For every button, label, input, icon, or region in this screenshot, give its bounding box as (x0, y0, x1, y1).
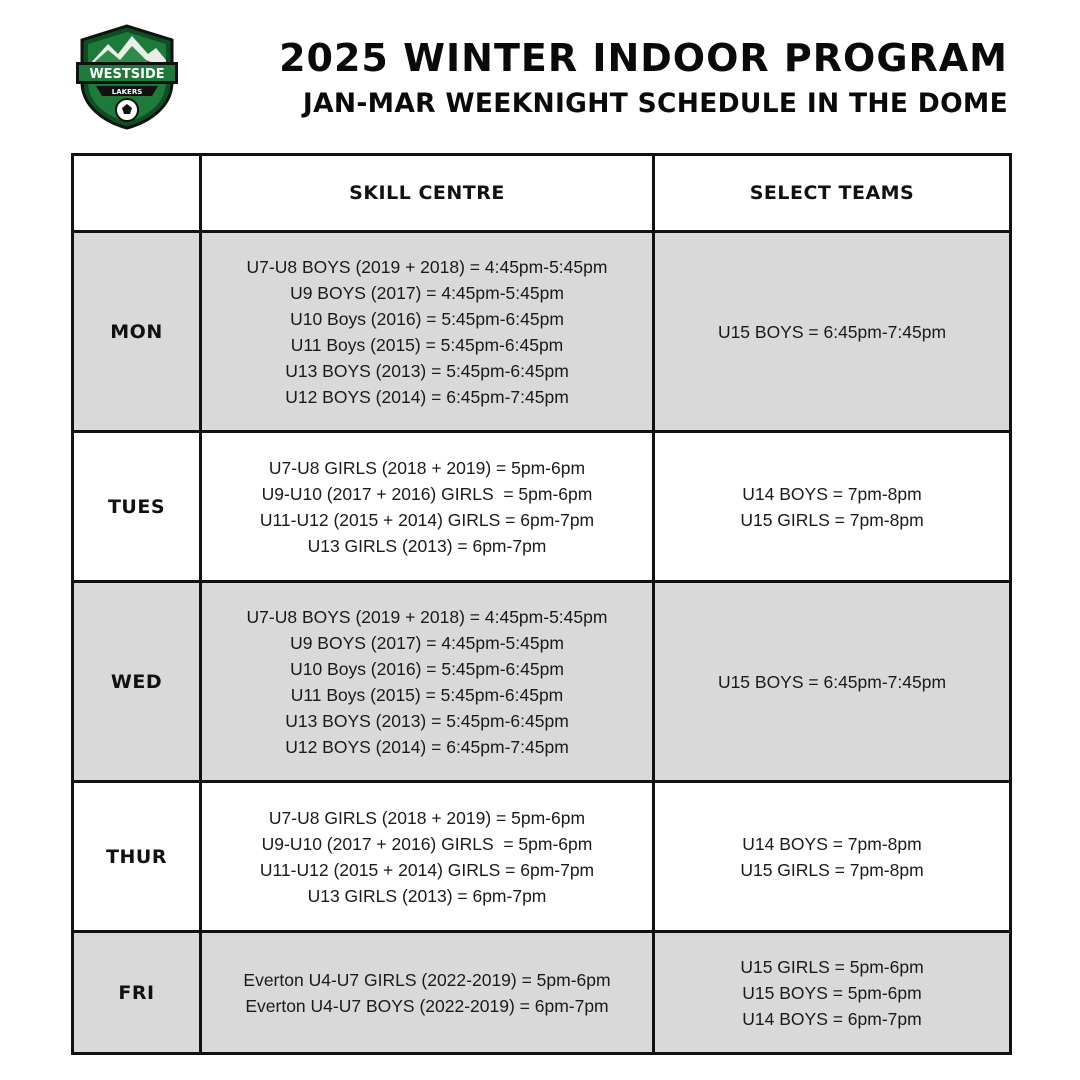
table-row (73, 582, 1011, 782)
select-line: U15 BOYS = 5pm-6pm (742, 982, 922, 1003)
skill-line: U13 GIRLS (2013) = 6pm-7pm (307, 885, 547, 906)
page-subtitle: JAN-MAR WEEKNIGHT SCHEDULE IN THE DOME (302, 88, 1008, 119)
day-cell: MON (73, 232, 201, 432)
header-day (73, 155, 201, 232)
table-row (73, 232, 1011, 432)
skill-line: U7-U8 BOYS (2019 + 2018) = 4:45pm-5:45pm (246, 256, 608, 277)
day-cell: THUR (73, 782, 201, 932)
skill-cell (201, 432, 654, 582)
skill-line: U9 BOYS (2017) = 4:45pm-5:45pm (290, 632, 564, 653)
select-line: U14 BOYS = 7pm-8pm (742, 483, 922, 504)
logo-text-top: WESTSIDE (89, 67, 165, 82)
select-cell (654, 232, 1011, 432)
skill-line: U11 Boys (2015) = 5:45pm-6:45pm (290, 684, 564, 705)
skill-line: U11-U12 (2015 + 2014) GIRLS = 6pm-7pm (259, 509, 595, 530)
skill-cell (201, 932, 654, 1054)
shield-crest-icon (76, 24, 178, 130)
skill-cell (201, 232, 654, 432)
skill-line: U13 BOYS (2013) = 5:45pm-6:45pm (285, 360, 569, 381)
select-cell (654, 432, 1011, 582)
schedule-table (71, 153, 1012, 1055)
skill-line: U9-U10 (2017 + 2016) GIRLS = 5pm-6pm (261, 483, 593, 504)
skill-line: U11 Boys (2015) = 5:45pm-6:45pm (290, 334, 564, 355)
skill-line: U7-U8 GIRLS (2018 + 2019) = 5pm-6pm (268, 457, 586, 478)
logo-text-bottom: LAKERS (111, 88, 143, 96)
select-line: U15 BOYS = 6:45pm-7:45pm (717, 671, 947, 692)
skill-line: U9 BOYS (2017) = 4:45pm-5:45pm (290, 282, 564, 303)
day-cell: TUES (73, 432, 201, 582)
table-row (73, 932, 1011, 1054)
select-line: U14 BOYS = 6pm-7pm (742, 1008, 922, 1029)
header-skill-centre: SKILL CENTRE (201, 155, 654, 232)
table-row (73, 432, 1011, 582)
skill-line: U12 BOYS (2014) = 6:45pm-7:45pm (285, 736, 569, 757)
skill-line: U12 BOYS (2014) = 6:45pm-7:45pm (285, 386, 569, 407)
skill-line: U7-U8 BOYS (2019 + 2018) = 4:45pm-5:45pm (246, 606, 608, 627)
skill-line: U13 BOYS (2013) = 5:45pm-6:45pm (285, 710, 569, 731)
skill-line: U9-U10 (2017 + 2016) GIRLS = 5pm-6pm (261, 833, 593, 854)
westside-lakers-logo (76, 24, 178, 130)
select-cell (654, 782, 1011, 932)
skill-line: U7-U8 GIRLS (2018 + 2019) = 5pm-6pm (268, 807, 586, 828)
skill-cell (201, 782, 654, 932)
select-line: U14 BOYS = 7pm-8pm (742, 833, 922, 854)
select-cell (654, 932, 1011, 1054)
day-cell: FRI (73, 932, 201, 1054)
table-header-row (73, 155, 1011, 232)
select-line: U15 GIRLS = 5pm-6pm (740, 956, 924, 977)
skill-line: U13 GIRLS (2013) = 6pm-7pm (307, 535, 547, 556)
day-cell: WED (73, 582, 201, 782)
skill-line: Everton U4-U7 GIRLS (2022-2019) = 5pm-6pm (243, 969, 611, 990)
skill-line: U10 Boys (2016) = 5:45pm-6:45pm (290, 658, 564, 679)
skill-line: U11-U12 (2015 + 2014) GIRLS = 6pm-7pm (259, 859, 595, 880)
select-line: U15 BOYS = 6:45pm-7:45pm (717, 321, 947, 342)
skill-line: U10 Boys (2016) = 5:45pm-6:45pm (290, 308, 564, 329)
header-select-teams: SELECT TEAMS (654, 155, 1011, 232)
select-line: U15 GIRLS = 7pm-8pm (740, 509, 924, 530)
skill-cell (201, 582, 654, 782)
skill-line: Everton U4-U7 BOYS (2022-2019) = 6pm-7pm (245, 995, 609, 1016)
select-line: U15 GIRLS = 7pm-8pm (740, 859, 924, 880)
table-row (73, 782, 1011, 932)
page-title: 2025 WINTER INDOOR PROGRAM (279, 36, 1008, 80)
select-cell (654, 582, 1011, 782)
